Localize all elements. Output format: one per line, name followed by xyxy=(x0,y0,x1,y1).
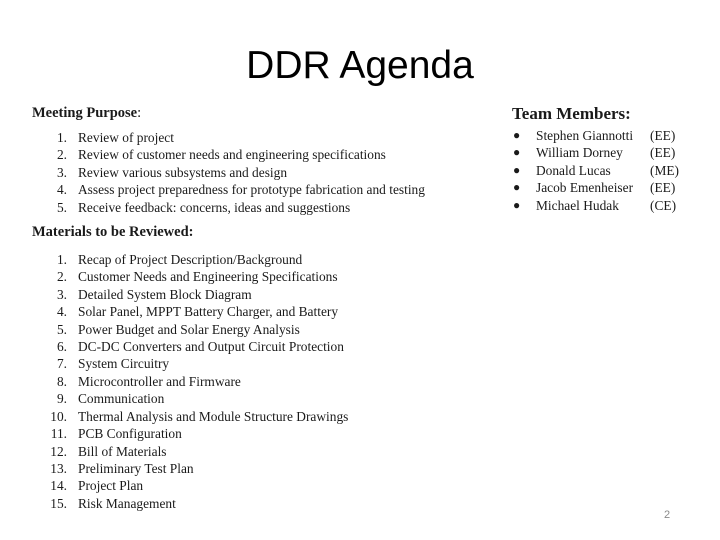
team-members-list xyxy=(512,127,712,214)
material-item xyxy=(32,286,502,303)
materials-list xyxy=(32,251,502,512)
purpose-item xyxy=(32,199,502,216)
material-item xyxy=(32,477,502,494)
team-member xyxy=(512,162,712,179)
right-column xyxy=(512,104,712,214)
item-text: Receive feedback: concerns, ideas and suggestions xyxy=(78,199,351,215)
item-text: Review various subsystems and design xyxy=(78,164,288,180)
item-text: Microcontroller and Firmware xyxy=(78,373,241,389)
item-number: 5. xyxy=(56,199,67,215)
item-text: Risk Management xyxy=(78,495,176,511)
material-item xyxy=(32,268,502,285)
member-name: Jacob Emenheiser xyxy=(536,180,634,196)
item-number: 15. xyxy=(50,495,67,511)
item-number: 2. xyxy=(56,269,67,285)
item-number: 4. xyxy=(56,304,67,320)
team-member xyxy=(512,179,712,196)
member-name: Donald Lucas xyxy=(536,162,611,178)
member-name: Stephen Giannotti xyxy=(536,128,634,143)
material-item xyxy=(32,390,502,407)
item-text: Project Plan xyxy=(78,478,144,494)
member-role: (EE) xyxy=(650,145,676,161)
item-number: 1. xyxy=(56,130,67,145)
member-name: Michael Hudak xyxy=(536,197,619,213)
item-text: Review of project xyxy=(78,130,174,145)
item-text: DC-DC Converters and Output Circuit Protection xyxy=(78,339,344,355)
member-role: (ME) xyxy=(650,162,680,178)
meeting-purpose-list xyxy=(32,129,502,216)
bullet-icon: ● xyxy=(513,128,521,142)
materials-heading: Materials to be Reviewed: xyxy=(32,224,194,241)
purpose-item xyxy=(32,146,502,163)
slide-title: DDR Agenda xyxy=(246,44,474,87)
meeting-purpose-heading xyxy=(32,104,502,122)
item-text: Communication xyxy=(78,391,165,407)
bullet-icon: ● xyxy=(513,145,521,160)
team-member xyxy=(512,144,712,161)
item-text: Power Budget and Solar Energy Analysis xyxy=(78,321,300,337)
item-text: Solar Panel, MPPT Battery Charger, and Battery xyxy=(78,304,339,320)
item-text: Thermal Analysis and Module Structure Drawings xyxy=(78,408,349,424)
item-number: 7. xyxy=(56,356,67,372)
bullet-icon: ● xyxy=(513,197,521,212)
page-number: 2 xyxy=(664,509,671,521)
item-number: 10. xyxy=(50,408,67,424)
item-number: 12. xyxy=(50,443,67,459)
material-item xyxy=(32,495,502,512)
item-text: Assess project preparedness for prototype fabrication and testing xyxy=(78,182,425,198)
item-text: Detailed System Block Diagram xyxy=(78,286,252,302)
item-number: 4. xyxy=(56,182,67,198)
item-text: Customer Needs and Engineering Specifications xyxy=(78,269,338,285)
item-text: Preliminary Test Plan xyxy=(78,460,194,476)
bullet-icon: ● xyxy=(513,162,521,177)
item-number: 5. xyxy=(56,321,67,337)
purpose-item xyxy=(32,164,502,181)
item-number: 1. xyxy=(56,252,67,268)
item-number: 3. xyxy=(56,286,67,302)
material-item xyxy=(32,251,502,268)
member-role: (EE) xyxy=(650,128,676,143)
item-number: 3. xyxy=(56,164,67,180)
member-role: (EE) xyxy=(650,180,676,196)
bullet-icon: ● xyxy=(513,180,521,195)
material-item xyxy=(32,460,502,477)
item-text: Recap of Project Description/Background xyxy=(78,252,303,268)
material-item xyxy=(32,408,502,425)
material-item xyxy=(32,425,502,442)
meeting-purpose-heading-text: Meeting Purpose xyxy=(32,105,138,121)
material-item xyxy=(32,373,502,390)
team-member xyxy=(512,197,712,214)
purpose-item xyxy=(32,181,502,198)
member-name: William Dorney xyxy=(536,145,623,161)
purpose-item xyxy=(32,129,502,146)
item-number: 8. xyxy=(56,373,67,389)
material-item xyxy=(32,443,502,460)
material-item xyxy=(32,321,502,338)
material-item xyxy=(32,338,502,355)
team-members-heading: Team Members: xyxy=(512,104,631,123)
meeting-purpose-colon: : xyxy=(137,105,142,121)
item-number: 14. xyxy=(50,478,67,494)
item-number: 6. xyxy=(56,339,67,355)
item-text: PCB Configuration xyxy=(78,426,182,442)
member-role: (CE) xyxy=(650,197,677,213)
item-text: System Circuitry xyxy=(78,356,170,372)
material-item xyxy=(32,303,502,320)
item-text: Bill of Materials xyxy=(78,443,167,459)
item-number: 11. xyxy=(50,426,67,442)
material-item xyxy=(32,355,502,372)
team-member xyxy=(512,127,712,144)
item-number: 9. xyxy=(56,391,67,407)
item-text: Review of customer needs and engineering specifications xyxy=(78,147,386,163)
left-column xyxy=(32,104,502,512)
item-number: 2. xyxy=(56,147,67,163)
item-number: 13. xyxy=(50,460,67,476)
